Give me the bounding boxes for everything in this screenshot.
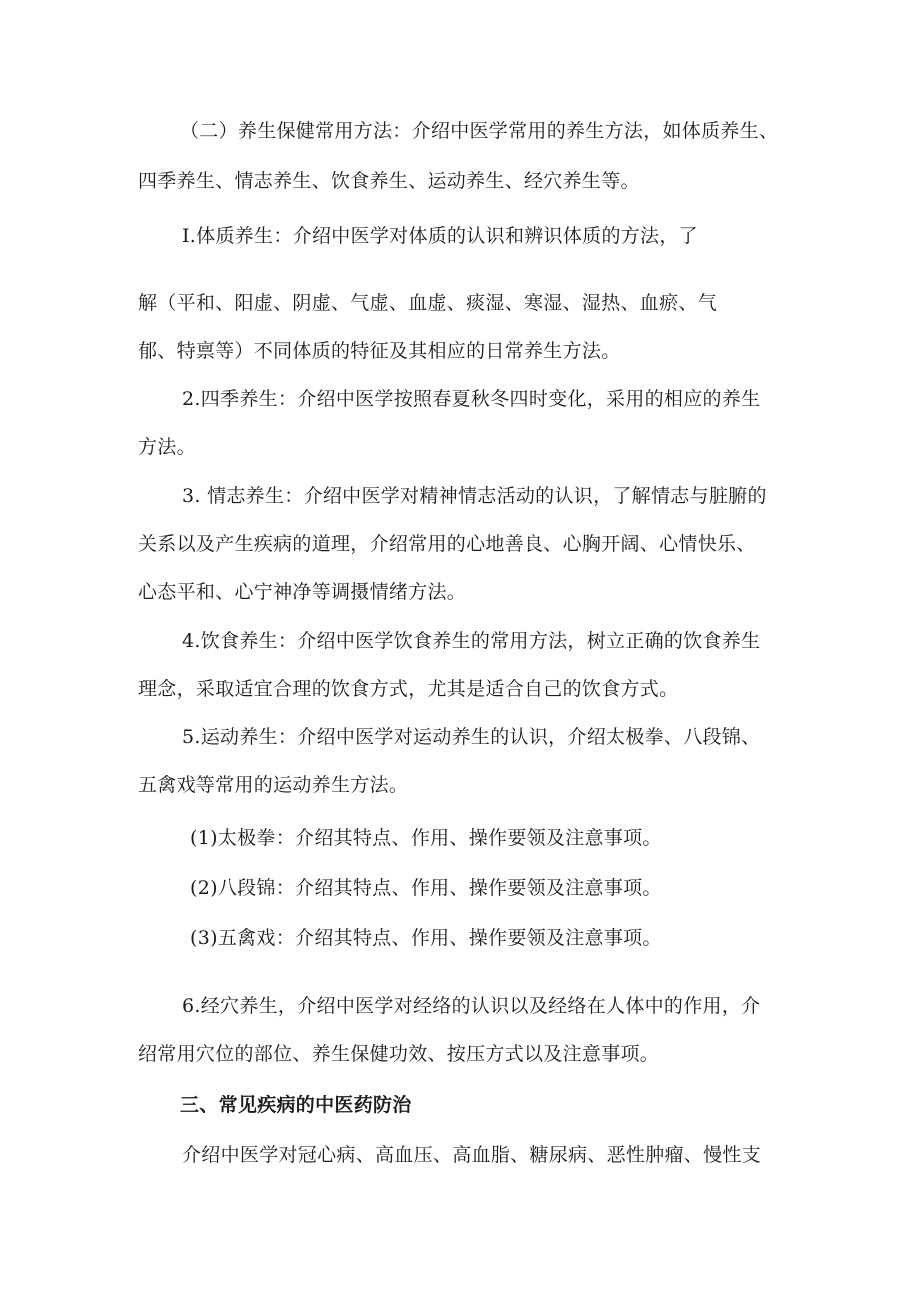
- paragraph-line: 5.运动养生：介绍中医学对运动养生的认识，介绍太极拳、八段锦、: [182, 726, 761, 748]
- paragraph-line: 6.经穴养生，介绍中医学对经络的认识以及经络在人体中的作用，介: [182, 995, 761, 1017]
- paragraph-line: 方法。: [138, 436, 196, 458]
- paragraph-line: 郁、特禀等）不同体质的特征及其相应的日常养生方法。: [138, 340, 621, 362]
- section-heading: 三、常见疾病的中医药防治: [180, 1094, 412, 1116]
- paragraph-line: 3. 情志养生：介绍中医学对精神情志活动的认识，了解情志与脏腑的: [182, 485, 767, 507]
- paragraph-line: 关系以及产生疾病的道理，介绍常用的心地善良、心胸开阔、心情快乐、: [138, 533, 756, 555]
- list-item: (2)八段锦：介绍其特点、作用、操作要领及注意事项。: [190, 877, 662, 899]
- paragraph-line: 介绍中医学对冠心病、高血压、高血脂、糖尿病、恶性肿瘤、慢性支: [182, 1144, 762, 1166]
- paragraph-line: 五禽戏等常用的运动养生方法。: [138, 774, 409, 796]
- list-item: (1)太极拳：介绍其特点、作用、操作要领及注意事项。: [190, 827, 662, 849]
- list-item: (3)五禽戏：介绍其特点、作用、操作要领及注意事项。: [190, 927, 662, 949]
- paragraph-line: 四季养生、情志养生、饮食养生、运动养生、经穴养生等。: [138, 170, 640, 192]
- paragraph-line: 4.饮食养生：介绍中医学饮食养生的常用方法，树立正确的饮食养生: [182, 630, 761, 652]
- paragraph-line: 解（平和、阳虚、阴虚、气虚、血虚、痰湿、寒湿、湿热、血瘀、气: [138, 292, 718, 314]
- paragraph-line: 2.四季养生：介绍中医学按照春夏秋冬四时变化，采用的相应的养生: [182, 388, 761, 410]
- paragraph-line: 理念，采取适宜合理的饮食方式，尤其是适合自己的饮食方式。: [138, 678, 679, 700]
- paragraph-line: （二）养生保健常用方法：介绍中医学常用的养生方法，如体质养生、: [180, 120, 779, 142]
- paragraph-line: 心态平和、心宁神净等调摄情绪方法。: [138, 581, 467, 603]
- paragraph-line: 绍常用穴位的部位、养生保健功效、按压方式以及注意事项。: [138, 1043, 660, 1065]
- paragraph-line: I.体质养生：介绍中医学对体质的认识和辨识体质的方法，了: [182, 225, 698, 247]
